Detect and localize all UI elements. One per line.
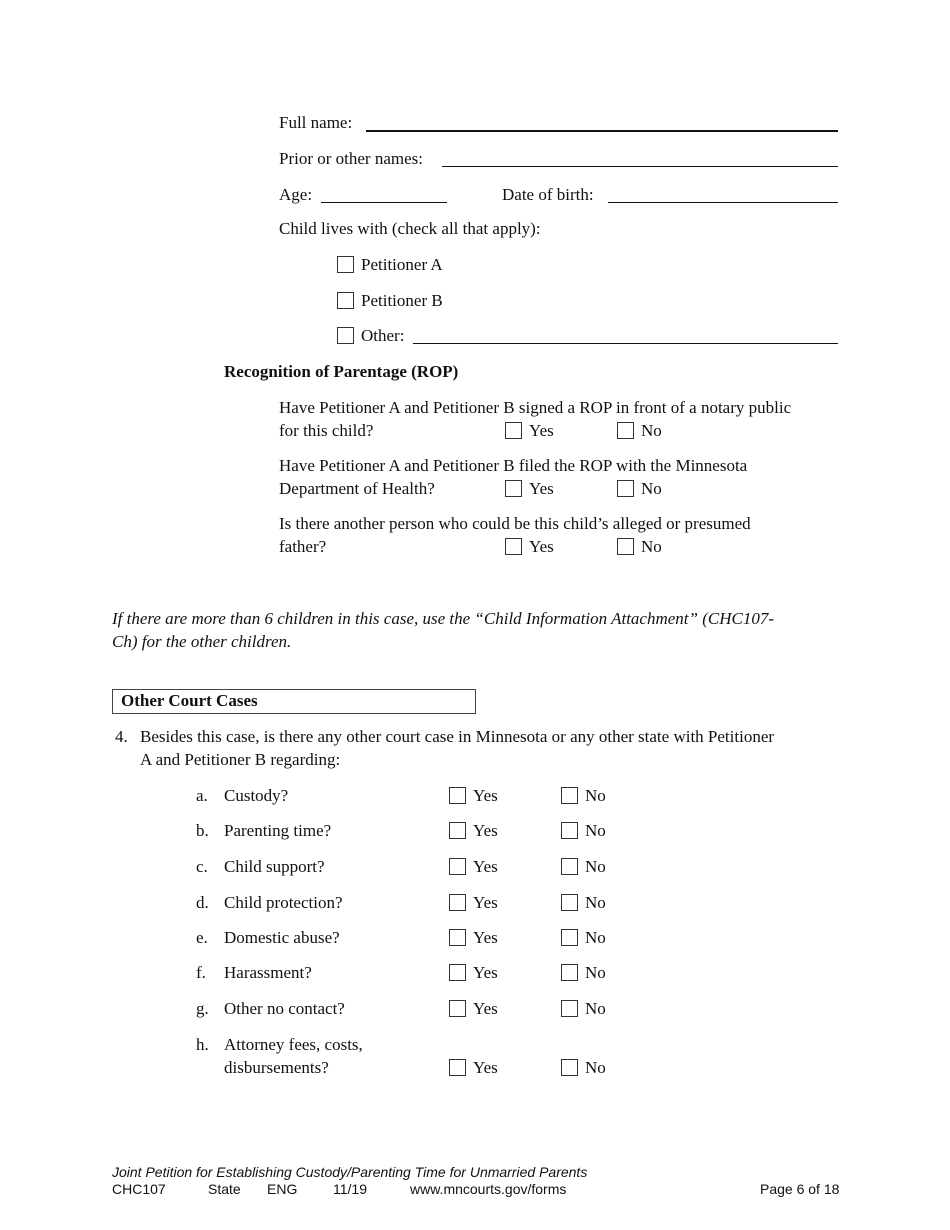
no-label: No [585,1058,606,1077]
item-letter: e. [196,928,208,947]
q4-number: 4. [115,727,128,746]
q4-line2: A and Petitioner B regarding: [140,750,341,769]
lives-with-label: Child lives with (check all that apply): [279,219,541,238]
item-g-no-checkbox[interactable] [561,1000,578,1017]
rop-q1-yes-checkbox[interactable] [505,422,522,439]
no-label: No [585,821,606,840]
item-c-no-checkbox[interactable] [561,858,578,875]
item-label-line2: disbursements? [224,1058,329,1077]
rop-q1-no-checkbox[interactable] [617,422,634,439]
petitioner-a-label: Petitioner A [361,255,443,274]
no-label: No [585,928,606,947]
item-label: Parenting time? [224,821,332,840]
rop-q1-line2: for this child? [279,421,374,440]
item-letter: a. [196,786,208,805]
item-label: Domestic abuse? [224,928,340,947]
item-g-yes-checkbox[interactable] [449,1000,466,1017]
petitioner-a-checkbox[interactable] [337,256,354,273]
yes-label: Yes [473,857,498,876]
item-label: Other no contact? [224,999,345,1018]
item-letter: c. [196,857,208,876]
item-label: Child protection? [224,893,343,912]
footer-revision: 11/19 [333,1181,367,1197]
item-a-no-checkbox[interactable] [561,787,578,804]
prior-names-field[interactable] [442,166,838,167]
yes-label: Yes [473,786,498,805]
item-f-yes-checkbox[interactable] [449,964,466,981]
other-cases-heading-box [112,689,476,714]
yes-label: Yes [473,821,498,840]
rop-heading: Recognition of Parentage (ROP) [224,362,459,381]
footer-title: Joint Petition for Establishing Custody/Parenting Time for Unmarried Parents [112,1164,588,1180]
rop-q2-yes-checkbox[interactable] [505,480,522,497]
item-d-yes-checkbox[interactable] [449,894,466,911]
no-label: No [585,786,606,805]
rop-q2-no-checkbox[interactable] [617,480,634,497]
no-label: No [585,893,606,912]
item-f-no-checkbox[interactable] [561,964,578,981]
item-h-yes-checkbox[interactable] [449,1059,466,1076]
note-line2: Ch) for the other children. [112,632,292,651]
dob-label: Date of birth: [502,185,594,204]
petitioner-b-label: Petitioner B [361,291,443,310]
yes-label: Yes [473,928,498,947]
no-label: No [585,857,606,876]
age-field[interactable] [321,202,447,203]
rop-q3-line2: father? [279,537,327,556]
rop-q1-yes-label: Yes [529,421,554,440]
age-label: Age: [279,185,313,204]
footer-language: ENG [267,1181,298,1197]
rop-q2-line2: Department of Health? [279,479,435,498]
footer-website[interactable]: www.mncourts.gov/forms [410,1181,567,1197]
yes-label: Yes [473,963,498,982]
other-cases-heading: Other Court Cases [121,691,258,710]
note-line1: If there are more than 6 children in this case, use the “Child Information Attachment” (CHC107- [112,609,774,628]
item-d-no-checkbox[interactable] [561,894,578,911]
footer-jurisdiction: State [208,1181,241,1197]
rop-q2-line1: Have Petitioner A and Petitioner B filed the ROP with the Minnesota [279,456,748,475]
rop-q2-no-label: No [641,479,662,498]
footer-page-number: Page 6 of 18 [760,1181,840,1197]
item-a-yes-checkbox[interactable] [449,787,466,804]
item-e-yes-checkbox[interactable] [449,929,466,946]
rop-q3-line1: Is there another person who could be this child’s alleged or presumed [279,514,751,533]
rop-q1-line1: Have Petitioner A and Petitioner B signed a ROP in front of a notary public [279,398,792,417]
yes-label: Yes [473,893,498,912]
no-label: No [585,963,606,982]
yes-label: Yes [473,999,498,1018]
petitioner-b-checkbox[interactable] [337,292,354,309]
item-e-no-checkbox[interactable] [561,929,578,946]
rop-q1-no-label: No [641,421,662,440]
dob-field[interactable] [608,202,838,203]
item-label: Attorney fees, costs, [224,1035,363,1054]
rop-q3-no-label: No [641,537,662,556]
rop-q3-no-checkbox[interactable] [617,538,634,555]
item-label: Custody? [224,786,289,805]
item-letter: h. [196,1035,209,1054]
other-field[interactable] [413,343,838,344]
full-name-field[interactable] [366,130,838,132]
item-letter: f. [196,963,206,982]
yes-label: Yes [473,1058,498,1077]
item-letter: d. [196,893,209,912]
item-letter: g. [196,999,209,1018]
item-label: Harassment? [224,963,312,982]
item-h-no-checkbox[interactable] [561,1059,578,1076]
item-letter: b. [196,821,209,840]
other-label: Other: [361,326,405,345]
other-checkbox[interactable] [337,327,354,344]
rop-q3-yes-label: Yes [529,537,554,556]
prior-names-label: Prior or other names: [279,149,423,168]
footer-form-code: CHC107 [112,1181,166,1197]
item-b-yes-checkbox[interactable] [449,822,466,839]
item-c-yes-checkbox[interactable] [449,858,466,875]
item-b-no-checkbox[interactable] [561,822,578,839]
full-name-label: Full name: [279,113,353,132]
item-label: Child support? [224,857,325,876]
no-label: No [585,999,606,1018]
q4-line1: Besides this case, is there any other court case in Minnesota or any other state with Petitioner [140,727,775,746]
rop-q2-yes-label: Yes [529,479,554,498]
rop-q3-yes-checkbox[interactable] [505,538,522,555]
